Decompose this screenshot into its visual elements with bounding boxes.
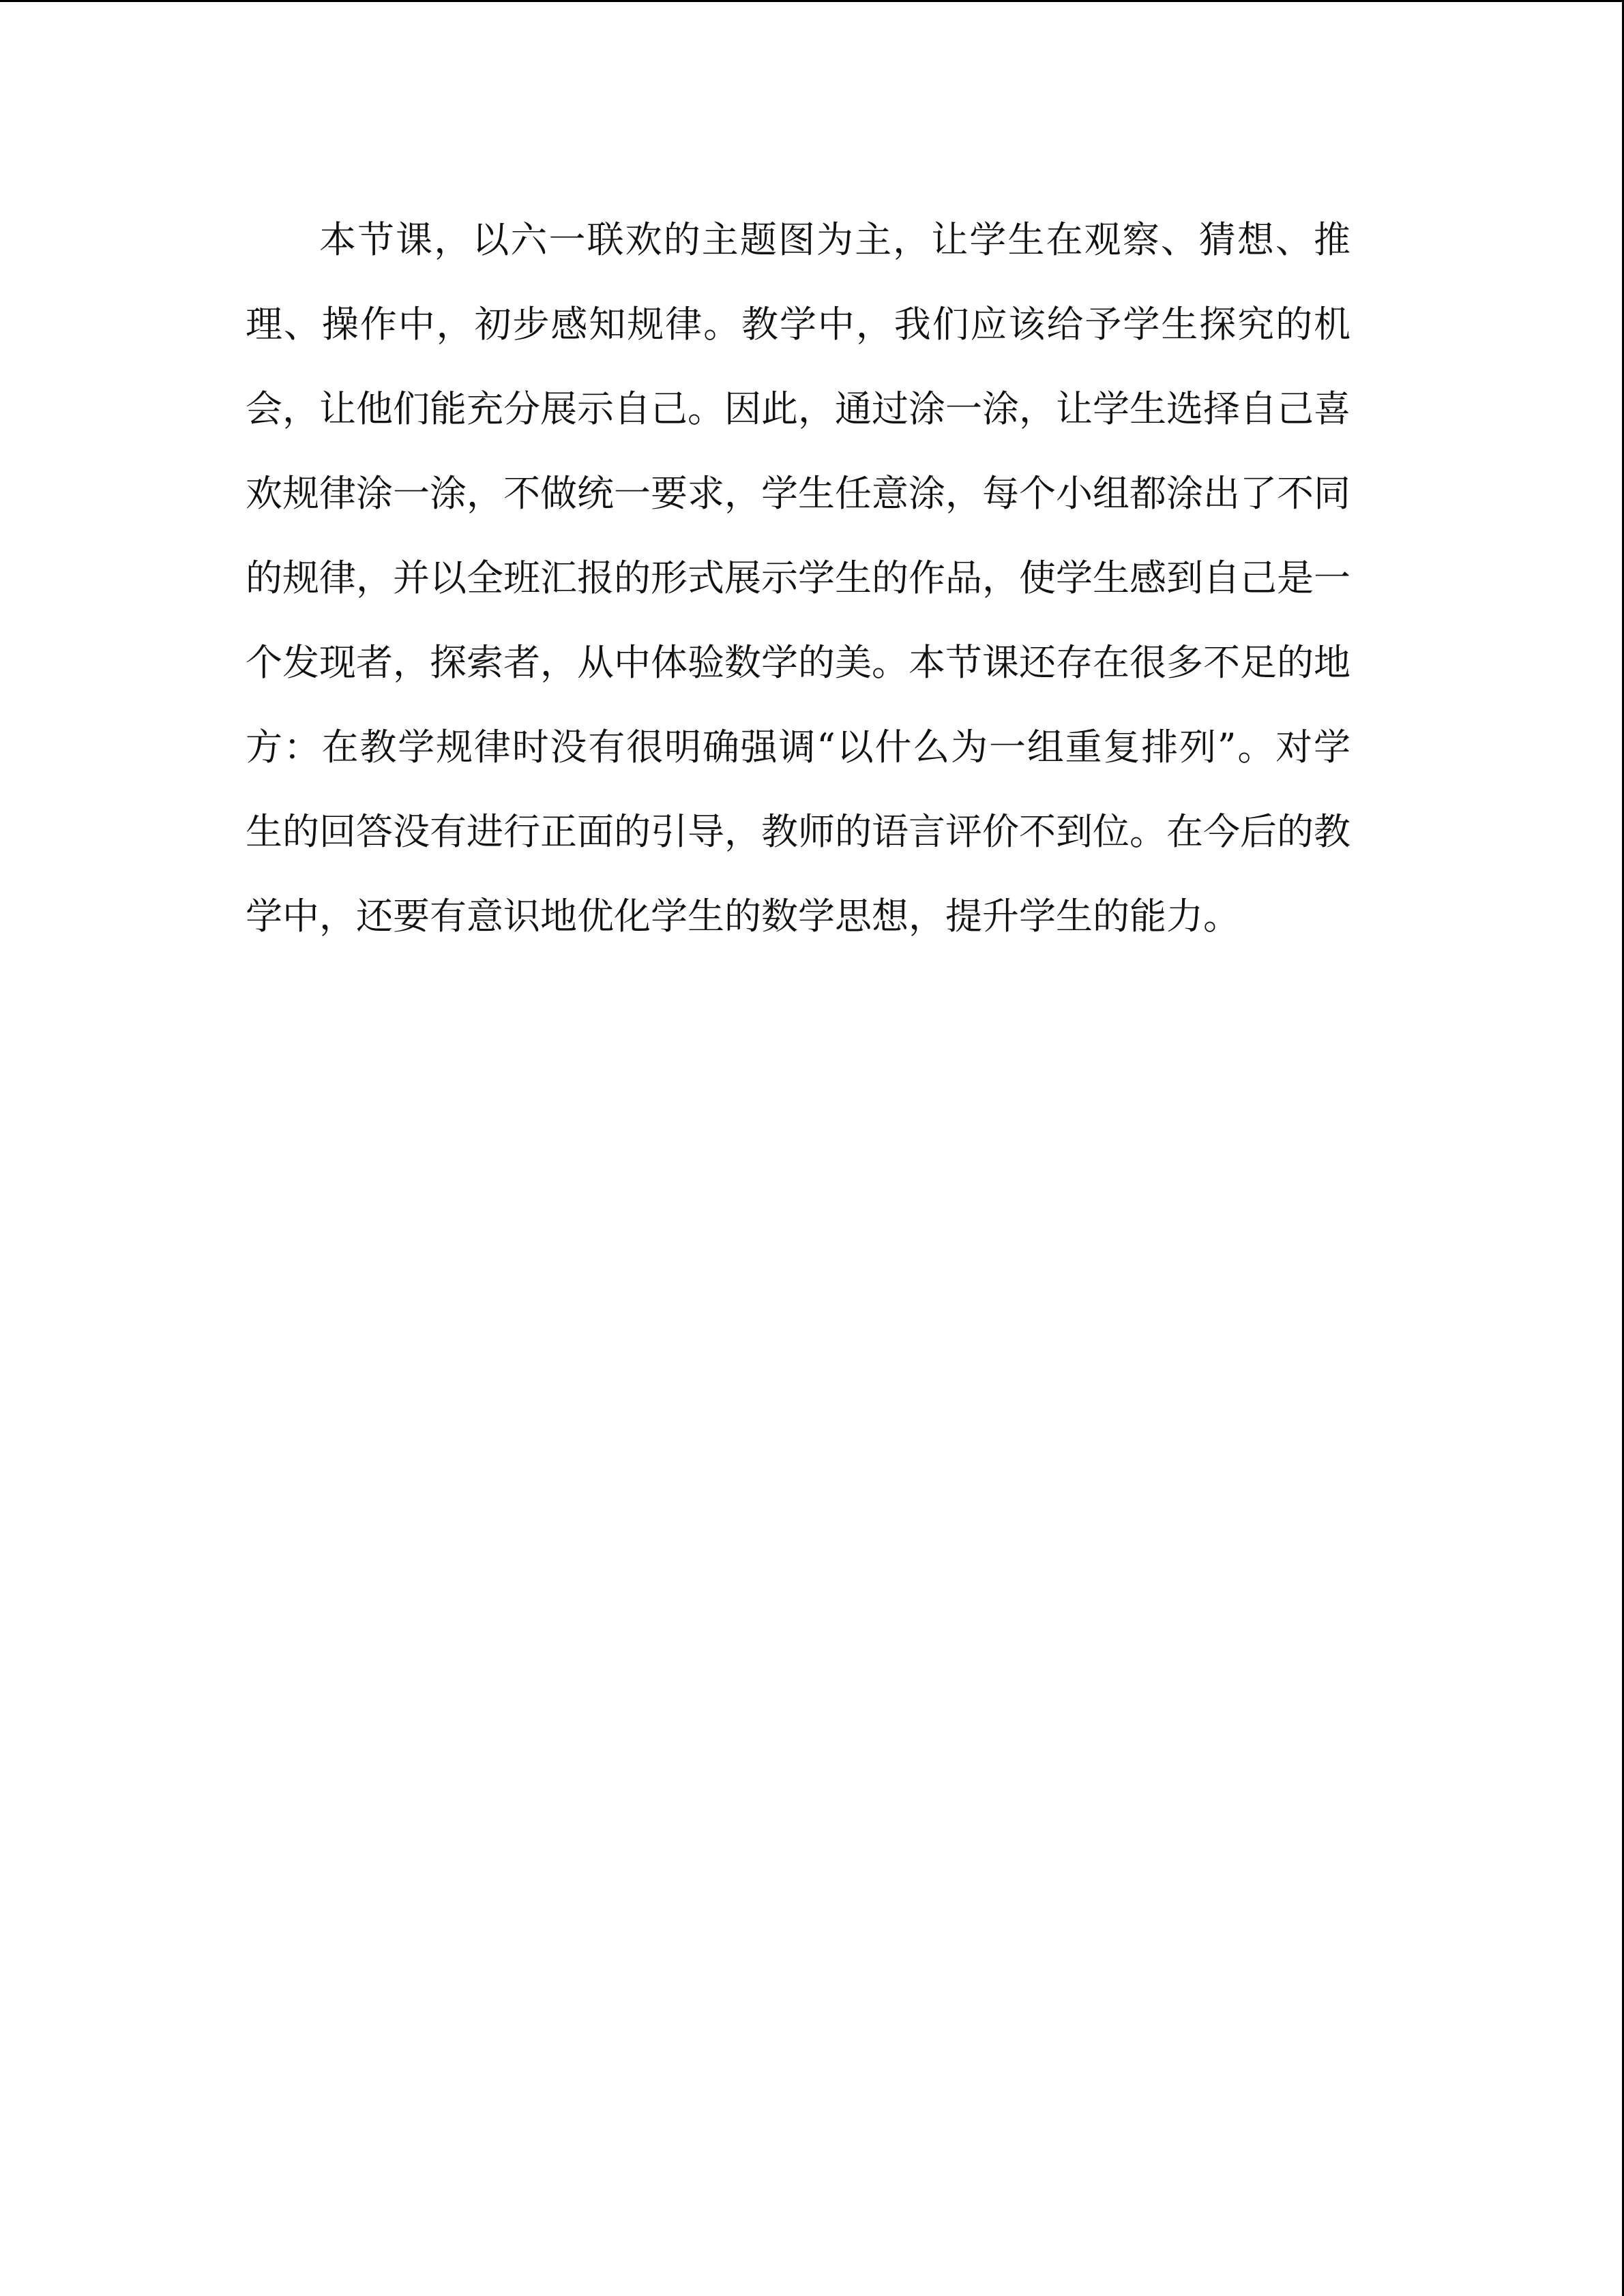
body-paragraph: 本节课，以六一联欢的主题图为主，让学生在观察、猜想、推理、操作中，初步感知规律。教学中，我们应该给予学生探究的机会，让他们能充分展示自己。因此，通过涂一涂，让学生选择自己喜欢规律涂一涂，不做统一要求，学生任意涂，每个小组都涂出了不同的规律，并以全班汇报的形式展示学生的作品，使学生感到自己是一个发现者，探索者，从中体验数学的美。本节课还存在很多不足的地方：在教学规律时没有很明确强调“以什么为一组重复排列”。对学生的回答没有进行正面的引导，教师的语言评价不到位。在今后的教学中，还要有意识地优化学生的数学思想，提升学生的能力。 [246,218,1350,938]
page-top-border [0,0,1624,2]
